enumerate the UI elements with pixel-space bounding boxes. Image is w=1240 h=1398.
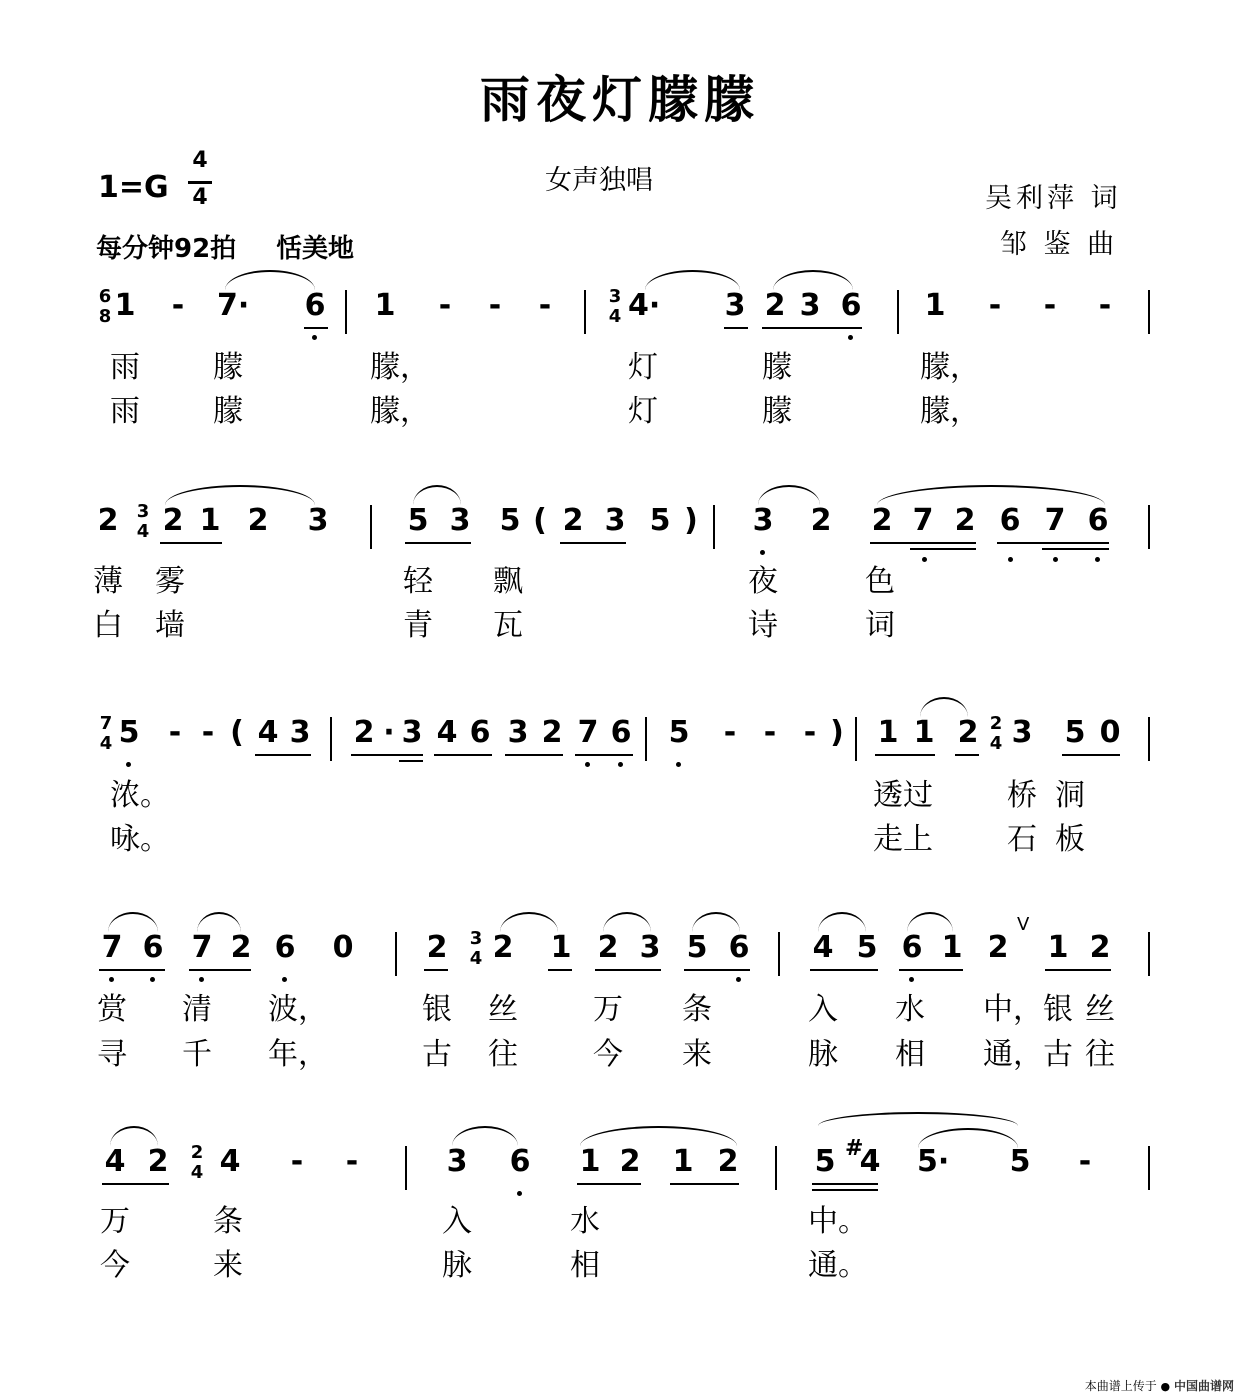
underline <box>724 327 748 329</box>
dash: - <box>723 715 737 750</box>
lyric: 夜 <box>748 564 778 599</box>
note: 2 <box>597 930 619 965</box>
meter-change-6-8: 6 <box>98 286 112 307</box>
low-octave-dot <box>312 335 317 340</box>
lyric: 赏 <box>97 992 127 1027</box>
lyric: 来 <box>213 1248 243 1283</box>
barline <box>1148 1146 1150 1190</box>
note: 5 <box>649 503 671 538</box>
barline <box>395 932 397 976</box>
note: 6 <box>728 930 750 965</box>
underline <box>560 542 626 544</box>
note: 2 <box>810 503 832 538</box>
note: 4 <box>812 930 834 965</box>
lyric: 板 <box>1055 822 1085 857</box>
lyric: 灯 <box>628 394 658 429</box>
underline <box>595 969 661 971</box>
note: 1 <box>924 288 946 323</box>
note: 1 <box>550 930 572 965</box>
barline <box>345 290 347 334</box>
note: 2 <box>1089 930 1111 965</box>
meter-change-denominator: 8 <box>98 306 112 327</box>
lyric: 入 <box>442 1204 472 1239</box>
note: 7 <box>1044 503 1066 538</box>
footer-text: 本曲谱上传于 <box>1084 1379 1157 1393</box>
barline <box>713 505 715 549</box>
slur <box>580 1126 737 1146</box>
lyric: 诗 <box>748 608 778 643</box>
key-signature: 1=G <box>98 170 169 205</box>
note: 2 <box>871 503 893 538</box>
dash: - <box>345 1144 359 1179</box>
low-octave-dot <box>676 762 681 767</box>
lyric: 水 <box>895 992 925 1027</box>
note: 4 <box>257 715 279 750</box>
note: 1 <box>941 930 963 965</box>
note: 7· <box>217 288 250 323</box>
lyric: 今 <box>100 1248 130 1283</box>
note: 3 <box>289 715 311 750</box>
note: 2 <box>97 503 119 538</box>
footer-site-name: 中国曲谱网 <box>1173 1379 1234 1393</box>
note: 2 <box>954 503 976 538</box>
lyric: 波， <box>268 992 328 1027</box>
underline <box>1045 969 1111 971</box>
lyric: 万 <box>100 1204 130 1239</box>
low-octave-dot <box>1053 557 1058 562</box>
slur <box>758 485 820 505</box>
note: 3 <box>507 715 529 750</box>
lyric: 银 <box>422 992 452 1027</box>
slur <box>108 912 158 932</box>
lyric: 白 <box>93 608 123 643</box>
rest: 0 <box>1099 715 1121 750</box>
rest: 0 <box>332 930 354 965</box>
note: 1 <box>672 1144 694 1179</box>
dash: - <box>438 288 452 323</box>
time-sig-bar <box>188 181 212 184</box>
note: 3 <box>799 288 821 323</box>
underline <box>304 327 328 329</box>
lyric: 墙 <box>155 608 185 643</box>
lyric: 飘 <box>493 564 523 599</box>
underline <box>575 754 633 756</box>
lyric: 雨 <box>110 350 140 385</box>
low-octave-dot <box>517 1191 522 1196</box>
lyric: 朦， <box>370 350 430 385</box>
slur <box>165 485 315 505</box>
dash: - <box>1098 288 1112 323</box>
slur <box>413 485 461 505</box>
note: 2 <box>353 715 375 750</box>
dash: - <box>488 288 502 323</box>
lyric: 清 <box>182 992 212 1027</box>
dot-mark: · <box>383 715 395 750</box>
tempo-marking: 每分钟92拍 <box>96 234 237 264</box>
underline <box>102 1183 169 1185</box>
slur <box>645 270 740 290</box>
note: 1 <box>913 715 935 750</box>
paren-open: ( <box>230 715 244 750</box>
lyric: 通。 <box>808 1248 868 1283</box>
underline <box>160 542 222 544</box>
slur <box>197 912 241 932</box>
low-octave-dot <box>1095 557 1100 562</box>
lyric: 千 <box>182 1037 212 1072</box>
composer-credit: 邹 鉴 曲 <box>1000 229 1119 260</box>
meter-change-denominator: 4 <box>608 306 622 327</box>
slur <box>500 912 558 932</box>
lyric: 往 <box>1085 1037 1115 1072</box>
lyric: 石 <box>1007 822 1037 857</box>
low-octave-dot <box>1008 557 1013 562</box>
note: 4 <box>436 715 458 750</box>
note: 3 <box>604 503 626 538</box>
barline <box>1148 505 1150 549</box>
note: 3 <box>401 715 423 750</box>
expression-marking: 恬美地 <box>276 234 355 264</box>
note: 5 <box>1064 715 1086 750</box>
lyric: 往 <box>488 1037 518 1072</box>
lyric: 条 <box>682 992 712 1027</box>
underline <box>762 327 862 329</box>
lyric: 色 <box>865 564 895 599</box>
barline <box>330 717 332 761</box>
note: 4 <box>104 1144 126 1179</box>
note: 1 <box>199 503 221 538</box>
underline <box>434 754 492 756</box>
dash: - <box>538 288 552 323</box>
barline <box>775 1146 777 1190</box>
slur <box>452 1126 518 1146</box>
note: 1 <box>114 288 136 323</box>
underline <box>424 969 448 971</box>
lyric: 丝 <box>1085 992 1115 1027</box>
underline <box>810 969 878 971</box>
note: 3 <box>449 503 471 538</box>
site-logo-icon: ● <box>1160 1380 1171 1393</box>
song-title: 雨夜灯朦朦 <box>480 71 760 129</box>
dash: - <box>168 715 182 750</box>
underline <box>99 969 165 971</box>
note: 2 <box>230 930 252 965</box>
lyric: 寻 <box>97 1037 127 1072</box>
dash: - <box>763 715 777 750</box>
time-sig-denominator: 4 <box>192 185 208 210</box>
note: 6 <box>469 715 491 750</box>
lyric: 来 <box>682 1037 712 1072</box>
lyric: 雨 <box>110 394 140 429</box>
lyric: 词 <box>865 608 895 643</box>
dash: - <box>1078 1144 1092 1179</box>
lyric: 朦， <box>920 350 980 385</box>
note: 2 <box>541 715 563 750</box>
note: 2 <box>764 288 786 323</box>
lyric: 中，银 <box>983 992 1073 1027</box>
note: 2 <box>987 930 1009 965</box>
dash: - <box>290 1144 304 1179</box>
lyric: 朦 <box>762 394 792 429</box>
lyric: 万 <box>593 992 623 1027</box>
barline <box>855 717 857 761</box>
lyric: 水 <box>570 1204 600 1239</box>
note: 2 <box>562 503 584 538</box>
lyric: 年， <box>268 1037 328 1072</box>
note: 3 <box>639 930 661 965</box>
barline <box>645 717 647 761</box>
barline <box>1148 717 1150 761</box>
upload-footer <box>1085 1377 1234 1394</box>
paren-close: ) <box>830 715 844 750</box>
lyric: 洞 <box>1055 778 1085 813</box>
meter-change-denominator: 4 <box>469 948 483 969</box>
note: 6 <box>999 503 1021 538</box>
note: 5 <box>856 930 878 965</box>
low-octave-dot <box>736 977 741 982</box>
underline <box>875 754 935 756</box>
meter-change-3-4: 3 <box>136 501 150 522</box>
note: 6 <box>840 288 862 323</box>
note: 5 <box>668 715 690 750</box>
barline <box>897 290 899 334</box>
note: 6 <box>509 1144 531 1179</box>
note: 3 <box>752 503 774 538</box>
note: 2 <box>619 1144 641 1179</box>
lyric: 相 <box>570 1248 600 1283</box>
lyric: 轻 <box>403 564 433 599</box>
low-octave-dot <box>199 977 204 982</box>
paren-close: ) <box>684 503 698 538</box>
lyric: 浓。 <box>110 778 170 813</box>
note: 3 <box>1011 715 1033 750</box>
lyric: 雾 <box>155 564 185 599</box>
lyric: 透过 <box>873 778 933 813</box>
meter-change-2-4: 2 <box>989 713 1003 734</box>
underline <box>997 542 1109 544</box>
note: 6 <box>610 715 632 750</box>
underline <box>684 969 750 971</box>
note: 2 <box>426 930 448 965</box>
barline <box>584 290 586 334</box>
underline <box>670 1183 739 1185</box>
breath-mark: V <box>1017 914 1030 935</box>
note: 5 <box>814 1144 836 1179</box>
note: 1 <box>374 288 396 323</box>
lyric: 脉 <box>442 1248 472 1283</box>
note: 2 <box>957 715 979 750</box>
time-sig-numerator: 4 <box>192 148 208 173</box>
underline <box>899 969 963 971</box>
note: 5 <box>686 930 708 965</box>
underline <box>405 542 471 544</box>
meter-change-3-4: 3 <box>469 928 483 949</box>
note: 5 <box>118 715 140 750</box>
meter-change-denominator: 4 <box>99 733 113 754</box>
low-octave-dot <box>848 335 853 340</box>
note: 5 <box>1009 1144 1031 1179</box>
lyric: 条 <box>213 1204 243 1239</box>
lyric: 脉 <box>808 1037 838 1072</box>
note: 2 <box>147 1144 169 1179</box>
slur <box>818 1112 1018 1126</box>
note: 3 <box>307 503 329 538</box>
note: 1 <box>1047 930 1069 965</box>
slur <box>818 912 866 932</box>
underline <box>1042 548 1109 550</box>
underline <box>505 754 563 756</box>
slur <box>692 912 740 932</box>
lyric: 薄 <box>93 564 123 599</box>
underline <box>812 1189 878 1191</box>
barline <box>1148 290 1150 334</box>
dash: - <box>201 715 215 750</box>
lyric: 瓦 <box>493 608 523 643</box>
lyricist-credit: 吴利萍 词 <box>985 183 1122 214</box>
barline <box>1148 932 1150 976</box>
note: 2 <box>162 503 184 538</box>
underline <box>812 1183 878 1185</box>
underline <box>189 969 251 971</box>
underline <box>955 754 979 756</box>
slur <box>225 270 315 290</box>
lyric: 朦 <box>762 350 792 385</box>
underline <box>577 1183 641 1185</box>
performance-type: 女声独唱 <box>545 165 653 196</box>
lyric: 灯 <box>628 350 658 385</box>
note: 5 <box>499 503 521 538</box>
paren-open: ( <box>533 503 547 538</box>
slur <box>920 697 968 717</box>
lyric: 入 <box>808 992 838 1027</box>
barline <box>405 1146 407 1190</box>
lyric: 今 <box>593 1037 623 1072</box>
lyric: 桥 <box>1007 778 1037 813</box>
note: 2 <box>717 1144 739 1179</box>
low-octave-dot <box>909 977 914 982</box>
dash: - <box>1043 288 1057 323</box>
note: 1 <box>579 1144 601 1179</box>
note: 3 <box>724 288 746 323</box>
note: 7 <box>101 930 123 965</box>
meter-change-denominator: 4 <box>136 521 150 542</box>
underline <box>910 548 976 550</box>
low-octave-dot <box>760 550 765 555</box>
lyric: 走上 <box>873 822 933 857</box>
note: 5 <box>407 503 429 538</box>
meter-change-2-4: 2 <box>190 1142 204 1163</box>
lyric: 通，古 <box>983 1037 1073 1072</box>
note: 6 <box>274 930 296 965</box>
lyric: 朦 <box>213 350 243 385</box>
note: 4· <box>628 288 661 323</box>
dash: - <box>988 288 1002 323</box>
barline <box>370 505 372 549</box>
lyric: 朦， <box>370 394 430 429</box>
low-octave-dot <box>618 762 623 767</box>
note: 1 <box>877 715 899 750</box>
underline <box>399 760 423 762</box>
note: 2 <box>492 930 514 965</box>
slur <box>918 1128 1018 1148</box>
slur <box>907 912 953 932</box>
dash: - <box>171 288 185 323</box>
lyric: 朦 <box>213 394 243 429</box>
meter-change-7-4: 7 <box>99 713 113 734</box>
note: 4 <box>219 1144 241 1179</box>
low-octave-dot <box>585 762 590 767</box>
lyric: 朦， <box>920 394 980 429</box>
note: 7 <box>912 503 934 538</box>
meter-change-denominator: 4 <box>190 1162 204 1183</box>
underline <box>548 969 572 971</box>
underline <box>1062 754 1120 756</box>
note: 2 <box>247 503 269 538</box>
meter-change-3-4: 3 <box>608 286 622 307</box>
lyric: 青 <box>403 608 433 643</box>
lyric: 咏。 <box>110 822 170 857</box>
low-octave-dot <box>922 557 927 562</box>
barline <box>778 932 780 976</box>
lyric: 丝 <box>488 992 518 1027</box>
low-octave-dot <box>150 977 155 982</box>
lyric: 古 <box>422 1037 452 1072</box>
underline <box>255 754 311 756</box>
underline <box>870 542 976 544</box>
lyric: 相 <box>895 1037 925 1072</box>
slur <box>773 270 853 290</box>
note: 6 <box>901 930 923 965</box>
note: 5· <box>917 1144 950 1179</box>
low-octave-dot <box>126 762 131 767</box>
dash: - <box>803 715 817 750</box>
note: 7 <box>191 930 213 965</box>
low-octave-dot <box>109 977 114 982</box>
note: 6 <box>142 930 164 965</box>
meter-change-denominator: 4 <box>989 733 1003 754</box>
lyric: 中。 <box>808 1204 868 1239</box>
underline <box>351 754 423 756</box>
sharp-sign: # <box>845 1136 864 1161</box>
slur <box>877 485 1105 505</box>
note: 3 <box>446 1144 468 1179</box>
slur <box>603 912 651 932</box>
low-octave-dot <box>282 977 287 982</box>
note: 6 <box>1087 503 1109 538</box>
slur <box>110 1126 158 1146</box>
note: 6 <box>304 288 326 323</box>
note: 4 <box>859 1144 881 1179</box>
note: 7 <box>577 715 599 750</box>
